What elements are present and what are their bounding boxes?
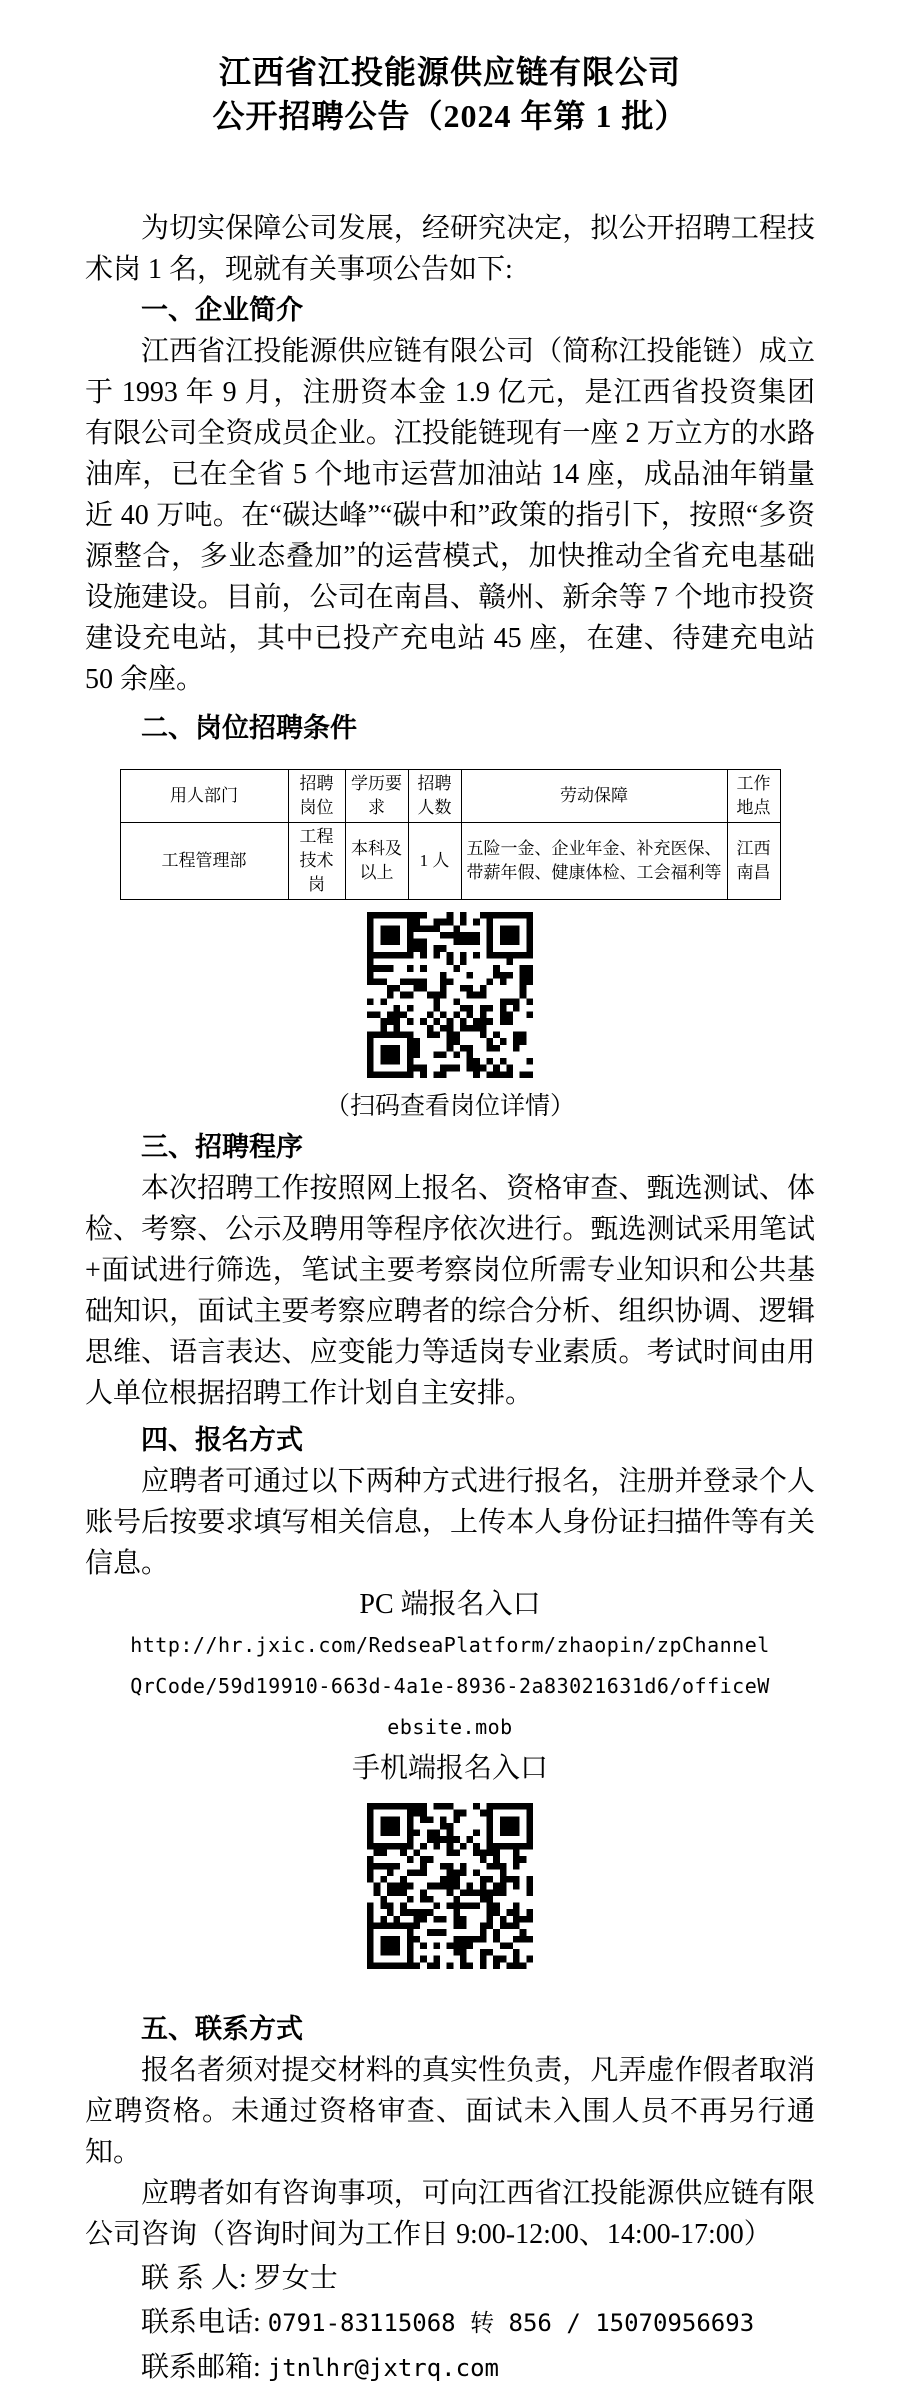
cell-location: 江西南昌	[727, 823, 780, 900]
qr-caption: （扫码查看岗位详情）	[324, 1093, 575, 1120]
section-heading-position-requirements: 二、岗位招聘条件	[141, 713, 357, 743]
page-title	[85, 50, 815, 138]
table-header-position: 招聘岗位	[288, 770, 345, 823]
contact-phone-line	[85, 2302, 815, 2344]
job-details-qr-container	[85, 912, 815, 1078]
position-requirements-table	[120, 769, 781, 900]
table-header-department: 用人部门	[120, 770, 288, 823]
pc-entry-url-line3: ebsite.mob	[387, 1715, 513, 1739]
cell-headcount: 1 人	[408, 823, 461, 900]
contact-phone-value: 0791-83115068 转 856 / 15070956693	[267, 2309, 755, 2337]
mobile-signup-qr-code	[367, 1803, 533, 1969]
mobile-signup-qr-container	[85, 1803, 815, 1969]
cell-department: 工程管理部	[120, 823, 288, 900]
contact-phone-label: 联系电话:	[141, 2307, 261, 2338]
cell-position: 工程技术岗	[288, 823, 345, 900]
title-line-2: 公开招聘公告（2024 年第 1 批）	[212, 98, 688, 134]
table-header-headcount: 招聘人数	[408, 770, 461, 823]
contact-email-line	[85, 2347, 815, 2389]
contact-person-line	[85, 2258, 815, 2299]
table-header-location: 工作地点	[727, 770, 780, 823]
cell-education: 本科及以上	[345, 823, 408, 900]
table-header-education: 学历要求	[345, 770, 408, 823]
title-line-1: 江西省江投能源供应链有限公司	[218, 54, 681, 90]
table-header-benefits: 劳动保障	[461, 770, 727, 823]
contact-person-value: 罗女士	[253, 2263, 338, 2294]
pc-entry-label: PC 端报名入口	[359, 1589, 541, 1620]
contact-notice-paragraph: 报名者须对提交材料的真实性负责，凡弄虚作假者取消应聘资格。未通过资格审查、面试未入围人员不再另行通知。	[85, 2055, 815, 2168]
cell-benefits: 五险一金、企业年金、补充医保、带薪年假、健康体检、工会福利等	[461, 823, 727, 900]
table-header-row	[120, 770, 780, 823]
intro-paragraph: 为切实保障公司发展，经研究决定，拟公开招聘工程技术岗 1 名，现就有关事项公告如下:	[85, 213, 815, 285]
mobile-entry-label: 手机端报名入口	[351, 1753, 548, 1784]
contact-email-label: 联系邮箱:	[141, 2352, 261, 2383]
pc-entry-url-line2: QrCode/59d19910-663d-4a1e-8936-2a83021631d6/officeW	[130, 1674, 770, 1698]
contact-person-label: 联 系 人:	[141, 2263, 247, 2294]
job-details-qr-code	[367, 912, 533, 1078]
table-row	[120, 823, 780, 900]
contact-email-value: jtnlhr@jxtrq.com	[267, 2354, 499, 2382]
procedure-paragraph: 本次招聘工作按照网上报名、资格审查、甄选测试、体检、考察、公示及聘用等程序依次进行。甄选测试采用笔试+面试进行筛选，笔试主要考察岗位所需专业知识和公共基础知识，面试主要考察应聘者的综合分析、组织协调、逻辑思维、语言表达、应变能力等适岗专业素质。考试时间由用人单位根据招聘工作计划自主安排。	[85, 1173, 815, 1409]
company-profile-paragraph: 江西省江投能源供应链有限公司（简称江投能链）成立于 1993 年 9 月，注册资本金 1.9 亿元，是江西省投资集团有限公司全资成员企业。江投能链现有一座 2 万立方的水路油库，已在全省 5 个地市运营加油站 14 座，成品油年销量近 40 万吨。在“碳达峰”“碳中和”政策的指引下，按照“多资源整合，多业态叠加”的运营模式，加快推动全省充电基础设施建设。目前，公司在南昌、赣州、新余等 7 个地市投资建设充电站，其中已投产充电站 45 座，在建、待建充电站 50 余座。	[85, 336, 815, 695]
pc-entry-url-line1: http://hr.jxic.com/RedseaPlatform/zhaopin/zpChannel	[130, 1633, 770, 1657]
contact-consult-paragraph: 应聘者如有咨询事项，可向江西省江投能源供应链有限公司咨询（咨询时间为工作日 9:00-12:00、14:00-17:00）	[85, 2178, 815, 2250]
section-heading-procedure: 三、招聘程序	[141, 1132, 303, 1162]
apply-paragraph: 应聘者可通过以下两种方式进行报名，注册并登录个人账号后按要求填写相关信息，上传本人身份证扫描件等有关信息。	[85, 1466, 815, 1579]
section-heading-company-profile: 一、企业简介	[141, 295, 303, 325]
section-heading-apply: 四、报名方式	[141, 1425, 303, 1455]
section-heading-contact: 五、联系方式	[141, 2014, 303, 2044]
